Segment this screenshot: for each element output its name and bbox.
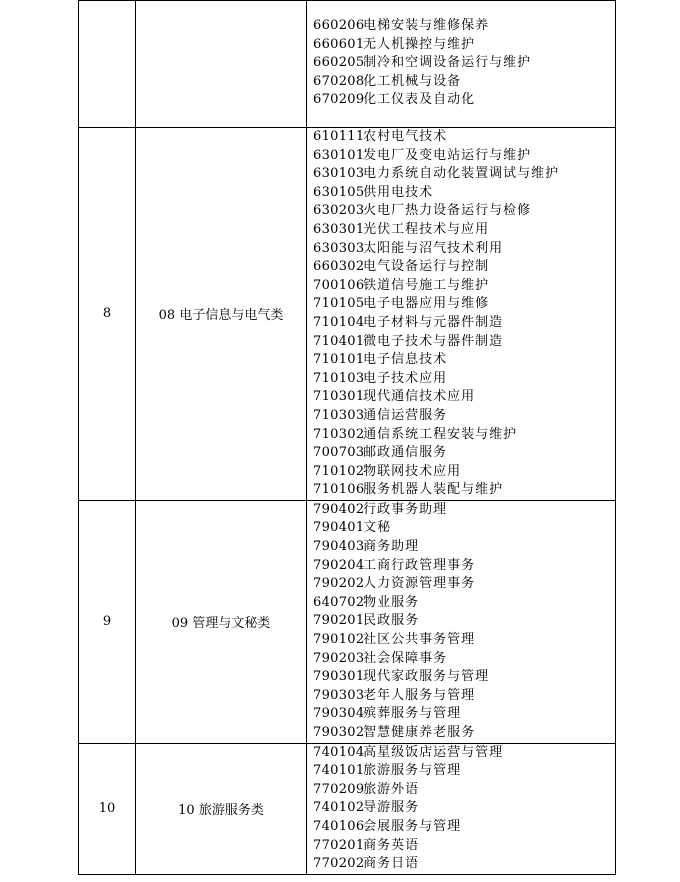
major-name: 电子电器应用与维修 [363,296,490,312]
major-name: 社区公共事务管理 [363,632,476,648]
major-name: 化工仪表及自动化 [363,92,476,108]
major-code: 770201 [313,837,365,853]
major-code: 660302 [313,259,365,275]
major-code: 790202 [313,576,365,592]
major-name: 铁道信号施工与维护 [363,277,490,293]
major-name: 通信系统工程安装与维护 [363,426,518,442]
list-item [313,705,615,724]
list-item [313,481,615,500]
major-code: 790301 [313,669,365,685]
major-code: 660601 [313,36,365,52]
major-code: 790401 [313,520,365,536]
list-item [313,575,615,594]
major-name: 发电厂及变电站运行与维护 [363,147,532,163]
major-code: 670208 [313,73,365,89]
major-name: 智慧健康养老服务 [363,725,476,740]
row-number [79,1,136,128]
major-name: 微电子技术与器件制造 [363,333,504,349]
major-code: 710303 [313,407,365,423]
major-code: 670209 [313,92,365,108]
list-item [313,538,615,557]
major-name: 电力系统自动化装置调试与维护 [363,166,560,182]
major-code: 710103 [313,370,365,386]
major-code: 790201 [313,613,365,629]
majors-table [78,0,616,875]
table-row [79,743,616,874]
list-item [313,240,615,259]
list-item [313,687,615,706]
list-item [313,762,615,781]
major-name: 无人机操控与维护 [363,36,476,52]
list-item [313,631,615,650]
major-code: 740106 [313,818,365,834]
major-code: 710104 [313,314,365,330]
major-code: 630103 [313,166,365,182]
list-item [313,36,615,55]
major-code: 770209 [313,781,365,797]
major-name: 太阳能与沼气技术利用 [363,240,504,256]
list-item [313,612,615,631]
major-name: 电气设备运行与控制 [363,259,490,275]
major-code: 790303 [313,687,365,703]
major-code: 630101 [313,147,365,163]
majors-table-body [79,1,616,875]
list-item [313,557,615,576]
major-name: 民政服务 [363,613,420,629]
row-number: 8 [79,128,136,501]
major-name: 光伏工程技术与应用 [363,221,490,237]
row-number: 10 [79,743,136,874]
major-name: 现代通信技术应用 [363,389,476,405]
list-item [313,426,615,445]
category-name: 09 管理与文秘类 [136,500,307,743]
category-name [136,1,307,128]
list-item [313,17,615,36]
major-list [307,500,616,743]
major-code: 740104 [313,744,365,760]
major-name: 行政事务助理 [363,501,448,517]
list-item [313,91,615,110]
major-code: 640702 [313,594,365,610]
list-item [313,184,615,203]
major-list [307,1,616,128]
list-item [313,54,615,73]
list-item [313,370,615,389]
major-code: 710105 [313,296,365,312]
major-name: 农村电气技术 [363,129,448,144]
major-code: 790302 [313,725,365,740]
list-item [313,594,615,613]
list-item [313,799,615,818]
major-name: 现代家政服务与管理 [363,669,490,685]
major-name: 旅游外语 [363,781,420,797]
table-row [79,128,616,501]
list-item [313,463,615,482]
list-item [313,388,615,407]
list-item [313,147,615,166]
list-item [313,818,615,837]
major-code: 610111 [313,129,365,144]
major-list [307,128,616,501]
category-name: 10 旅游服务类 [136,743,307,874]
major-code: 660205 [313,55,365,71]
major-name: 人力资源管理事务 [363,576,476,592]
major-code: 710102 [313,463,365,479]
major-name: 通信运营服务 [363,407,448,423]
list-item [313,295,615,314]
major-name: 殡葬服务与管理 [363,706,462,722]
major-name: 电梯安装与维修保养 [363,18,490,33]
major-code: 740101 [313,763,365,779]
list-item [313,351,615,370]
major-name: 工商行政管理事务 [363,557,476,573]
major-list [307,743,616,874]
major-code: 790203 [313,650,365,666]
list-item [313,202,615,221]
major-name: 商务助理 [363,539,420,555]
major-name: 化工机械与设备 [363,73,462,89]
major-code: 630301 [313,221,365,237]
major-code: 710302 [313,426,365,442]
major-name: 火电厂热力设备运行与检修 [363,203,532,219]
major-name: 导游服务 [363,800,420,816]
major-code: 790204 [313,557,365,573]
list-item [313,221,615,240]
list-item [313,258,615,277]
major-name: 物联网技术应用 [363,463,462,479]
list-item [313,668,615,687]
major-name: 旅游服务与管理 [363,763,462,779]
major-code: 740102 [313,800,365,816]
major-name: 会展服务与管理 [363,818,462,834]
list-item [313,855,615,874]
major-name: 老年人服务与管理 [363,687,476,703]
major-code: 790102 [313,632,365,648]
major-name: 商务英语 [363,837,420,853]
major-code: 790304 [313,706,365,722]
list-item [313,724,615,743]
major-code: 630105 [313,184,365,200]
major-code: 770202 [313,856,365,872]
table-row [79,500,616,743]
category-name: 08 电子信息与电气类 [136,128,307,501]
list-item [313,128,615,147]
list-item [313,781,615,800]
list-item [313,444,615,463]
list-item [313,407,615,426]
major-code: 700106 [313,277,365,293]
major-name: 电子信息技术 [363,352,448,368]
major-name: 文秘 [363,520,392,536]
major-name: 高星级饭店运营与管理 [363,744,504,760]
major-code: 790402 [313,501,365,517]
list-item [313,837,615,856]
list-item [313,519,615,538]
list-item [313,650,615,669]
major-name: 邮政通信服务 [363,445,448,461]
major-name: 供用电技术 [363,184,434,200]
list-item [313,333,615,352]
major-name: 社会保障事务 [363,650,448,666]
major-code: 710401 [313,333,365,349]
major-name: 制冷和空调设备运行与维护 [363,55,532,71]
table-row [79,1,616,128]
major-name: 物业服务 [363,594,420,610]
list-item [313,277,615,296]
major-code: 630303 [313,240,365,256]
major-code: 710301 [313,389,365,405]
major-code: 660206 [313,18,365,33]
list-item [313,501,615,520]
major-code: 790403 [313,539,365,555]
list-item [313,314,615,333]
row-number: 9 [79,500,136,743]
list-item [313,165,615,184]
list-item [313,73,615,92]
major-code: 710101 [313,352,365,368]
major-name: 电子技术应用 [363,370,448,386]
major-code: 710106 [313,482,365,498]
major-name: 商务日语 [363,856,420,872]
major-name: 服务机器人装配与维护 [363,482,504,498]
major-code: 700703 [313,445,365,461]
list-item [313,744,615,763]
major-code: 630203 [313,203,365,219]
major-name: 电子材料与元器件制造 [363,314,504,330]
